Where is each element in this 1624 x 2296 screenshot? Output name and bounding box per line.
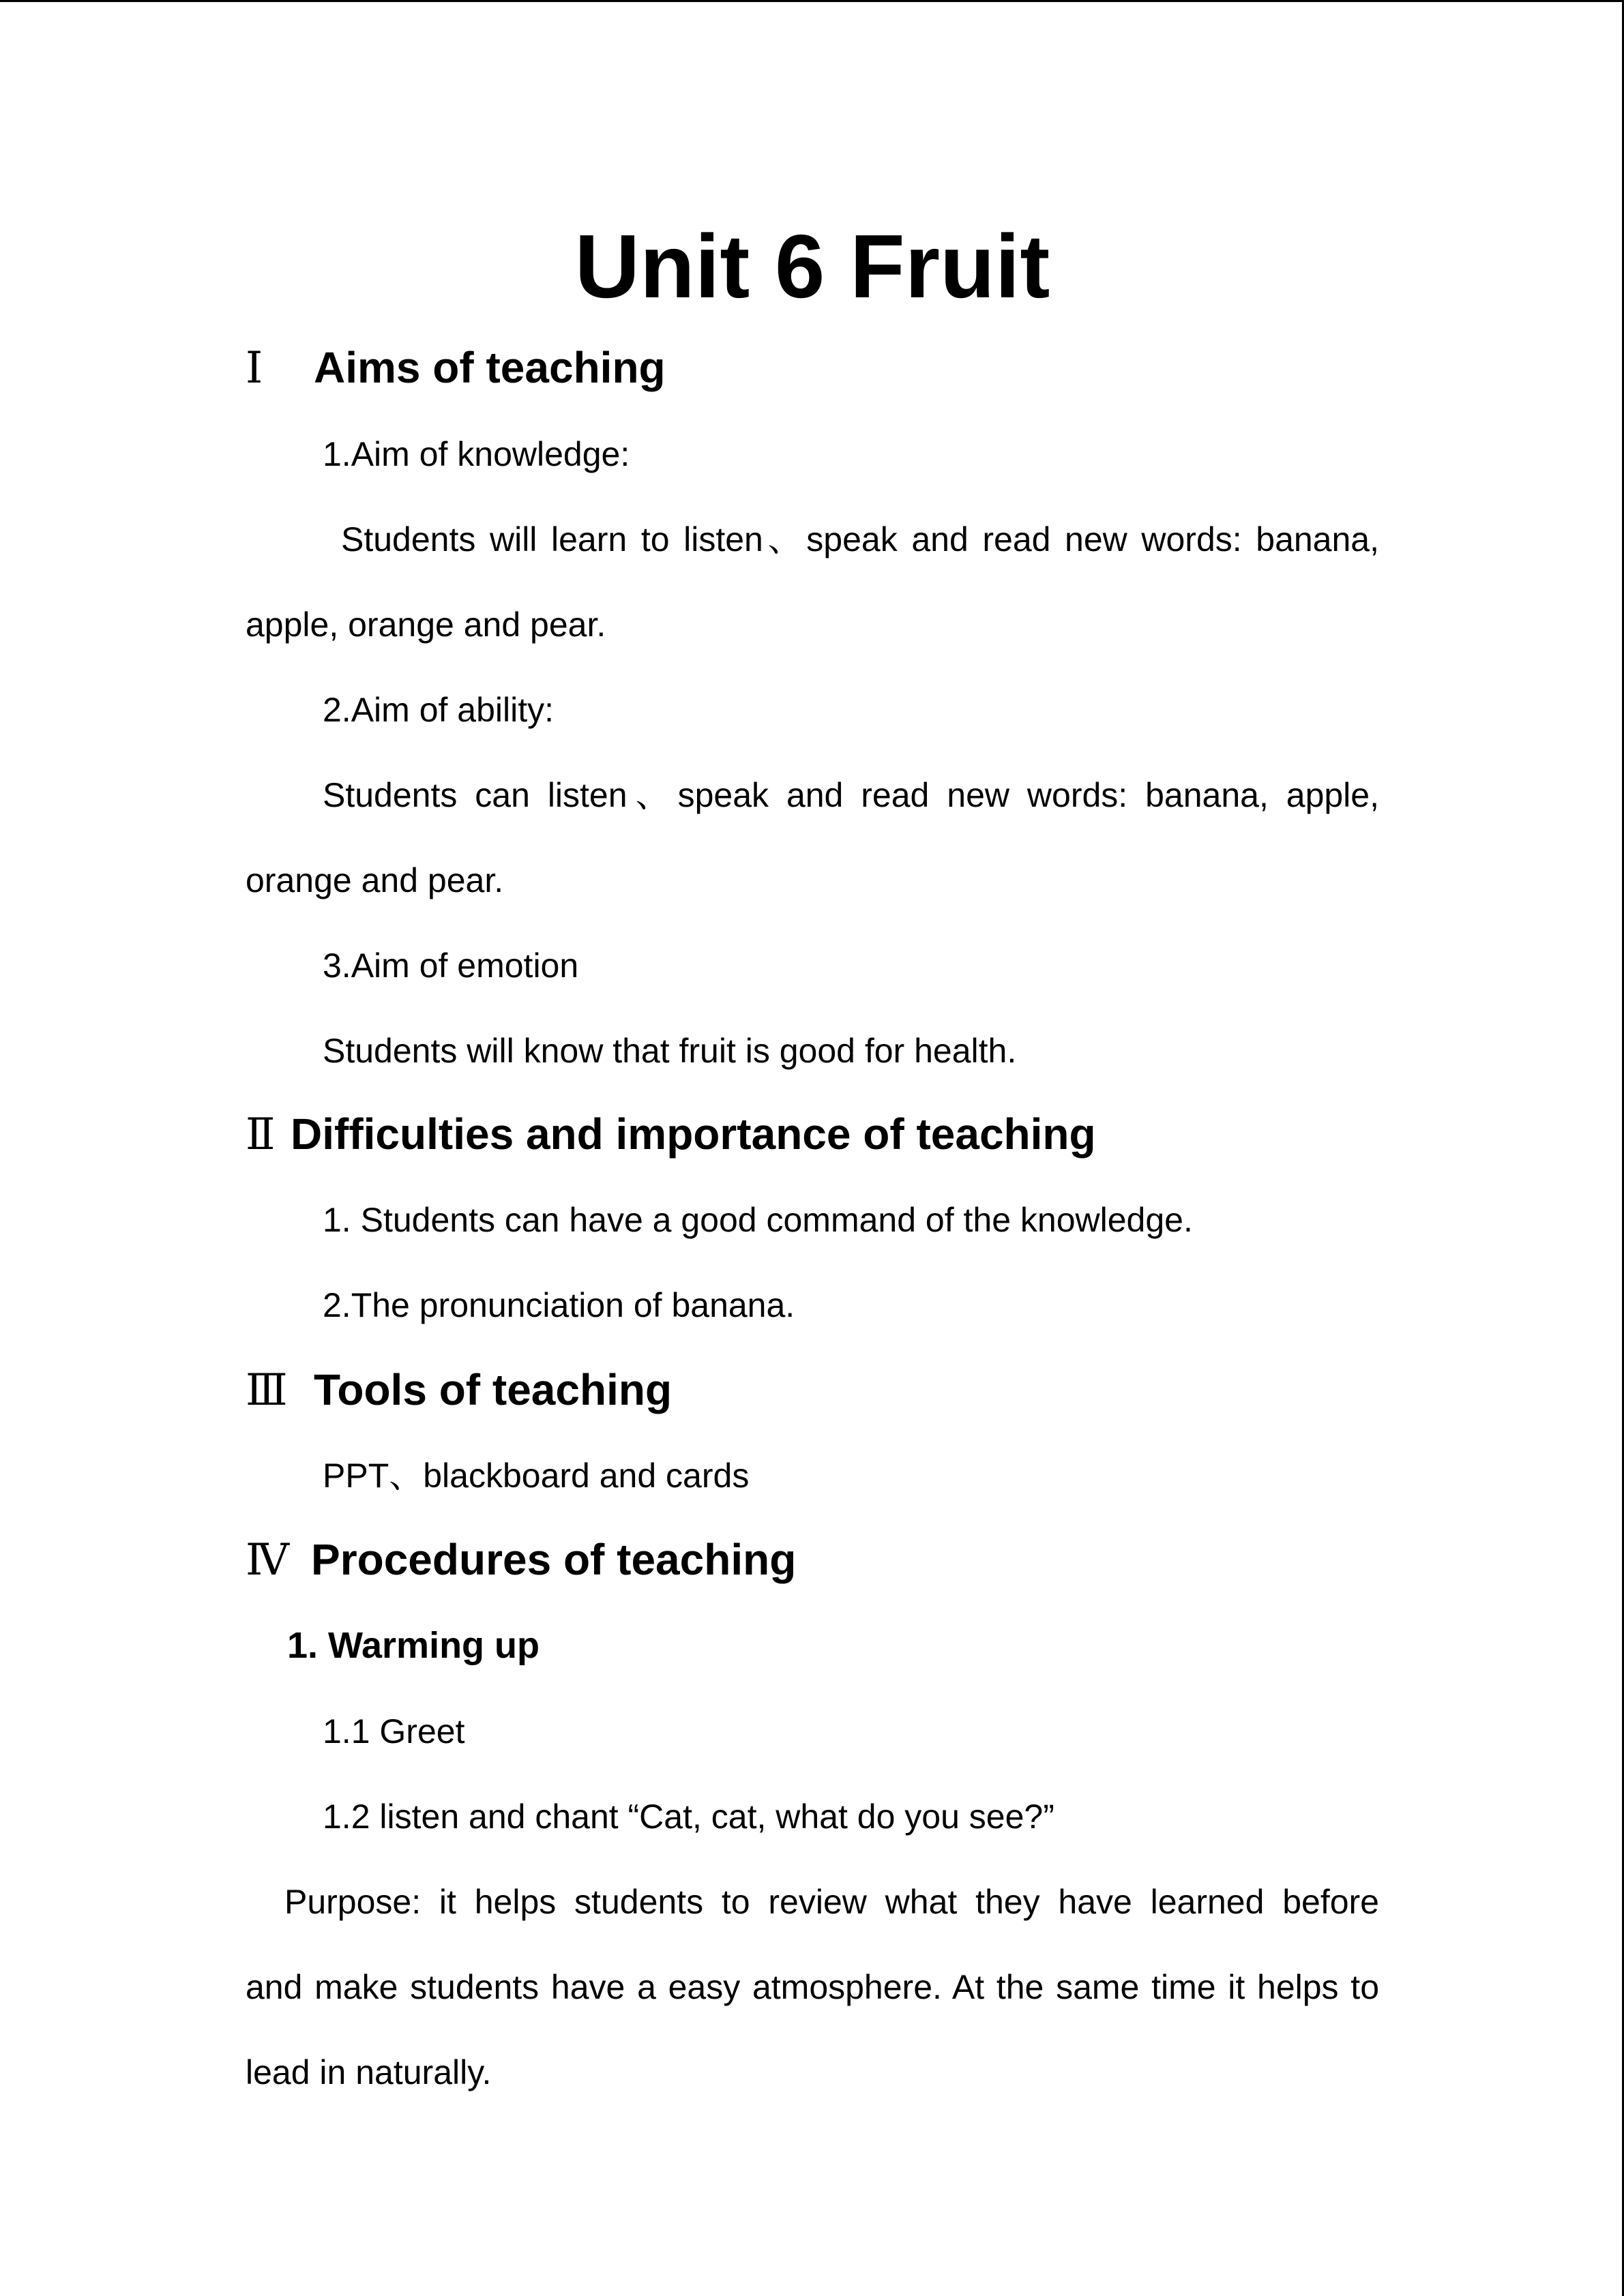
section-numeral: Ⅲ: [246, 1365, 288, 1416]
aim-ability-text-line-1: Students can listen、speak and read new words: banana, apple,: [323, 776, 1379, 814]
procedure-step-1: 1.1 Greet: [323, 1712, 465, 1750]
section-heading-aims: [246, 342, 1379, 394]
purpose-line-2: and make students have a easy atmosphere. At the same time it helps to: [246, 1968, 1379, 2006]
difficulty-item-1: 1. Students can have a good command of the knowledge.: [323, 1201, 1193, 1239]
tools-text: PPT、blackboard and cards: [323, 1457, 750, 1495]
aim-knowledge-text-line-2: apple, orange and pear.: [246, 606, 606, 644]
aim-emotion-label: 3.Aim of emotion: [323, 946, 579, 985]
aim-emotion-text: Students will know that fruit is good for health.: [323, 1032, 1017, 1070]
section-heading-procedures: [246, 1534, 1379, 1586]
purpose-line-3: lead in naturally.: [246, 2053, 492, 2091]
warming-up-subheading: 1. Warming up: [287, 1625, 540, 1666]
section-numeral: Ⅳ: [246, 1535, 289, 1585]
section-numeral: Ⅱ: [246, 1109, 276, 1160]
procedure-step-2: 1.2 listen and chant “Cat, cat, what do you see?”: [323, 1798, 1054, 1836]
section-title: Aims of teaching: [314, 343, 666, 392]
section-heading-tools: [246, 1364, 1379, 1416]
aim-knowledge-label: 1.Aim of knowledge:: [323, 435, 630, 473]
section-heading-difficulties: [246, 1108, 1379, 1161]
difficulty-item-2: 2.The pronunciation of banana.: [323, 1286, 795, 1324]
section-title: Tools of teaching: [314, 1365, 673, 1414]
section-title: Difficulties and importance of teaching: [291, 1109, 1096, 1159]
aim-knowledge-text-line-1: Students will learn to listen、speak and read new words: banana,: [341, 520, 1379, 558]
aim-ability-text-line-2: orange and pear.: [246, 861, 504, 899]
section-title: Procedures of teaching: [311, 1535, 797, 1584]
page-title: Unit 6 Fruit: [574, 216, 1050, 316]
purpose-line-1: Purpose: it helps students to review what they have learned before: [284, 1883, 1379, 1921]
section-numeral: Ⅰ: [246, 343, 263, 393]
aim-ability-label: 2.Aim of ability:: [323, 691, 555, 729]
